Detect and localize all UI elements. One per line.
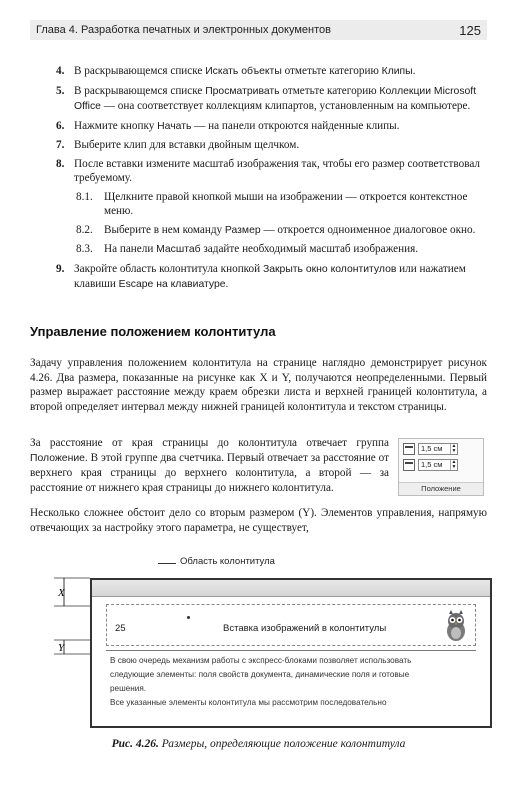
list-item: 4. В раскрывающемся списке Искать объекты отметьте категорию Клипы.: [56, 65, 416, 77]
list-item: 9. Закройте область колонтитула кнопкой Закрыть окно колонтитулов или нажатием клавиши Escape на клавиатуре.: [56, 262, 466, 290]
header-offset-row: [403, 443, 463, 455]
sub-list-item: 8.3. На панели Масштаб задайте необходимый масштаб изображения.: [76, 243, 419, 255]
paragraph: Задачу управления положением колонтитула на странице наглядно демонстрирует рисунок 4.26. Два размера, показанные на рисунке как X и Y, получаются неопределенными. Первый размер выражает расстояние между краем обрезки листа и верхней границей колонтитула, а второй определяет интервал между нижней границей колонтитула и текстом страницы.: [30, 357, 487, 413]
paragraph: Несколько сложнее обстоит дело со вторым размером (Y). Элементов управления, напрямую отвечающих за настройку этого параметра, не существует,: [30, 507, 487, 534]
document-body-text: В свою очередь механизм работы с экспресс-блоками позволяет использовать следующие элементы: поля свойств документа, динамические поля и готовые решения. Все указанные элементы колонтитула мы рассмотрим последовательно: [110, 656, 412, 707]
running-header: [30, 20, 487, 40]
owl-clipart-icon: [441, 609, 471, 643]
chapter-title: Глава 4. Разработка печатных и электронных документов: [36, 24, 331, 36]
header-text: Вставка изображений в колонтитулы: [223, 623, 387, 634]
header-position-icon: [403, 443, 415, 455]
header-area: [106, 604, 476, 646]
header-divider: [106, 650, 476, 651]
header-offset-spinner[interactable]: 1,5 см ▲ ▼: [418, 443, 458, 455]
figure-callout: Область колонтитула: [180, 556, 275, 567]
footer-offset-row: [403, 459, 463, 471]
page-number: 125: [459, 22, 481, 38]
footer-position-icon: [403, 459, 415, 471]
spinner-arrows-icon: ▲ ▼: [451, 443, 457, 454]
dim-y-label: Y: [58, 642, 65, 654]
section-heading: Управление положением колонтитула: [30, 324, 276, 339]
footer-offset-spinner[interactable]: 1,5 см ▲ ▼: [418, 459, 458, 471]
spinner-arrows-icon: ▲ ▼: [451, 459, 457, 470]
position-group-widget: [398, 438, 484, 496]
list-item: 8. После вставки измените масштаб изображения так, чтобы его размер соответствовал требуемому.: [56, 157, 480, 184]
list-item: 5. В раскрывающемся списке Просматривать отметьте категорию Коллекции Microsoft Office — она соответствует коллекциям клипартов, установленным на компьютере.: [56, 84, 477, 112]
bullet-dot: [187, 616, 190, 619]
list-item: 6. Нажмите кнопку Начать — на панели откроются найденные клипы.: [56, 119, 400, 132]
dimension-markers: [30, 556, 90, 726]
figure-caption: Рис. 4.26. Размеры, определяющие положение колонтитула: [111, 738, 406, 750]
page-edge: [92, 580, 490, 597]
document-preview: [90, 578, 492, 728]
paragraph: За расстояние от края страницы до колонтитула отвечает группа Положение. В этой группе два счетчика. Первый отвечает за расстояние от верхнего края страницы до верхнего колонтитула, а второй — за расстояние от нижнего края страницы до нижнего колонтитула.: [30, 437, 389, 494]
steps-list: [56, 64, 485, 297]
sub-list-item: 8.1. Щелкните правой кнопкой мыши на изображении — откроется контекстное меню.: [76, 190, 468, 217]
callout-line: [158, 563, 176, 564]
list-item: 7. Выберите клип для вставки двойным щелчком.: [56, 139, 300, 151]
header-page-number: 25: [115, 623, 126, 634]
group-label: Положение: [399, 482, 483, 495]
sub-list-item: 8.2. Выберите в нем команду Размер — откроется одноименное диалоговое окно.: [76, 223, 476, 236]
figure: [30, 556, 490, 726]
dim-x-label: X: [58, 587, 65, 599]
